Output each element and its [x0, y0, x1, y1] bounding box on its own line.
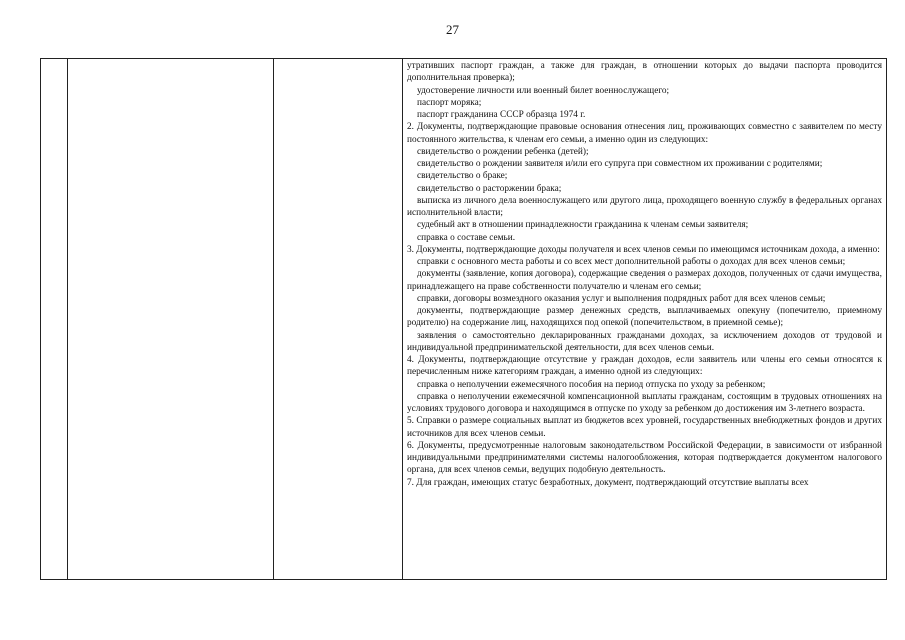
paragraph: заявления о самостоятельно декларированных гражданами доходах, за исключением доходов от трудовой и индивидуальной предпринимательской деятельности, для всех членов семьи. — [407, 330, 882, 353]
paragraph: свидетельство о браке; — [417, 171, 508, 182]
paragraph: 7. Для граждан, имеющих статус безработных, документ, подтверждающий отсутствие выплаты всех — [407, 477, 809, 488]
table-row — [41, 59, 887, 580]
paragraph: свидетельство о рождении заявителя и/или его супруга при совместном их проживании с родителями; — [417, 159, 823, 169]
documents-list-cell — [403, 59, 887, 580]
empty-cell-name — [68, 59, 274, 580]
page-number: 27 — [446, 22, 459, 37]
paragraph: выписка из личного дела военнослужащего или другого лица, проходящего военную службу в федеральных органах исполнительной власти; — [407, 195, 882, 218]
empty-cell-number — [41, 59, 68, 580]
empty-cell-category — [274, 59, 403, 580]
paragraph: удостоверение личности или военный билет военнослужащего; — [417, 85, 670, 96]
paragraph: справка о составе семьи. — [417, 232, 516, 243]
paragraph: паспорт гражданина СССР образца 1974 г. — [417, 110, 586, 120]
paragraph: 4. Документы, подтверждающие отсутствие у граждан доходов, если заявитель или члены его семьи относятся к перечисленным ниже категориям граждан, а именно одной из следующих: — [407, 355, 882, 378]
paragraph: 6. Документы, предусмотренные налоговым законодательством Российской Федерации, в зависимости от избранной индивидуальными предпринимателями системы налогообложения, которая подтверждается документом налогового органа, для всех членов семьи, ведущих подобную деятельность. — [407, 440, 882, 476]
paragraph: документы, подтверждающие размер денежных средств, выплачиваемых опекуну (попечителю, приемному родителю) на содержание лиц, находящихся под опекой (попечительством, в приемной семье); — [407, 306, 882, 329]
paragraph: 2. Документы, подтверждающие правовые основания отнесения лиц, проживающих совместно с заявителем по месту постоянного жительства, к членам его семьи, а именно один из следующих: — [407, 122, 882, 145]
paragraph: утративших паспорт граждан, а также для граждан, в отношении которых до выдачи паспорта проводится дополнительная проверка); — [407, 61, 882, 84]
paragraph: 3. Документы, подтверждающие доходы получателя и всех членов семьи по имеющимся источникам дохода, а именно: — [407, 244, 880, 255]
paragraph: справка о неполучении ежемесячного пособия на период отпуска по уходу за ребенком; — [417, 379, 766, 390]
paragraph: свидетельство о расторжении брака; — [417, 183, 562, 194]
paragraph: справки с основного места работы и со всех мест дополнительной работы о доходах для всех членов семьи; — [417, 257, 846, 267]
paragraph: свидетельство о рождении ребенка (детей); — [417, 146, 589, 157]
document-table — [40, 58, 887, 580]
documents-text — [407, 60, 882, 489]
paragraph: 5. Справки о размере социальных выплат из бюджетов всех уровней, государственных внебюджетных фондов и других источников для всех членов семьи. — [407, 416, 882, 439]
paragraph: документы (заявление, копия договора), содержащие сведения о размерах доходов, полученных от сдачи имущества, принадлежащего на праве собственности получателю и членам его семьи; — [407, 269, 882, 292]
paragraph: справки, договоры возмездного оказания услуг и выполнения подрядных работ для всех членов семьи; — [417, 293, 826, 304]
paragraph: судебный акт в отношении принадлежности гражданина к членам семьи заявителя; — [417, 220, 749, 231]
paragraph: паспорт моряка; — [417, 97, 482, 108]
paragraph: справка о неполучении ежемесячной компенсационной выплаты гражданам, состоящим в трудовых отношениях на условиях трудового договора и находящимся в отпуске по уходу за ребенком до достижения им 3-летнего возраста. — [407, 391, 882, 414]
